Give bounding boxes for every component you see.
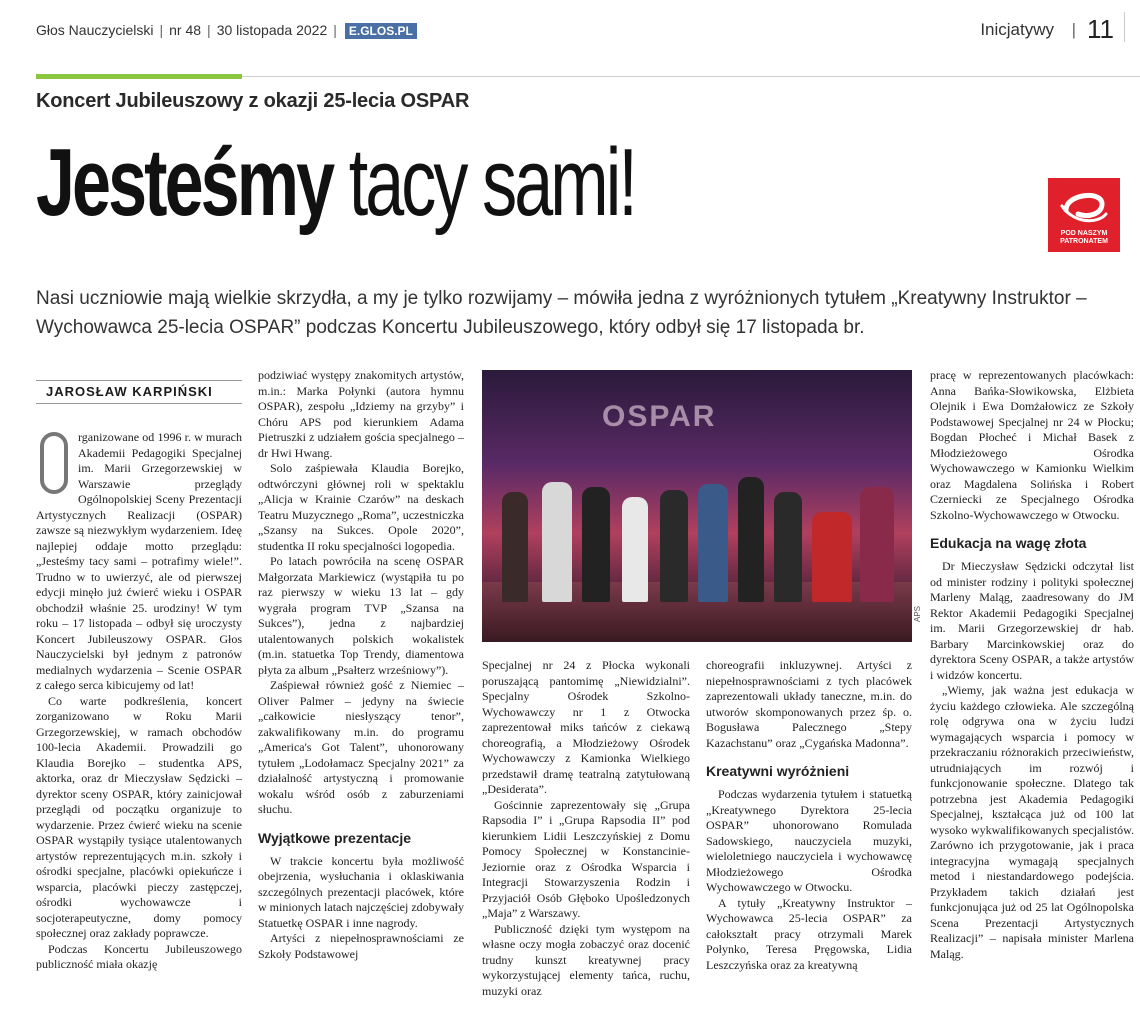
- patronage-line2: PATRONATEM: [1060, 238, 1108, 245]
- article-lead: Nasi uczniowie mają wielkie skrzydła, a my je tylko rozwijamy – mówiła jedna z wyróżnionych tytułem „Kreatywny Instruktor – Wychowawca 25-lecia OSPAR” podczas Koncertu Jubileuszowego, który odbył się 17 listopada br.: [36, 288, 1087, 338]
- patronage-text: [1048, 230, 1120, 246]
- performer-figure: [622, 497, 648, 602]
- performer-figure: [660, 490, 688, 602]
- performer-figure: [812, 512, 852, 602]
- subheading: Edukacja na wagę złota: [930, 535, 1087, 551]
- section-divider: |: [1071, 20, 1076, 39]
- issue-number: nr 48: [169, 22, 202, 38]
- header-meta: Głos Nauczycielski | nr 48 | 30 listopada 2022 | E.GLOS.PL: [36, 22, 417, 39]
- paragraph: W trakcie koncertu była możliwość obejrzenia, wysłuchania i oklaskiwania szczególnych prezentacji placówek, które w minionych latach najczęściej zdobywały Statuetkę OSPAR i inne nagrody.: [258, 853, 464, 930]
- patronage-logo-icon: [1060, 184, 1108, 228]
- title-bold: Jesteśmy: [36, 129, 333, 236]
- paragraph: Co warte podkreślenia, koncert zorganizowano w Roku Marii Grzegorzewskiej, w ramach obchodów 100-lecia Akademii. Prowadzili go Klaudia Borejko – studentka APS, aktorka, oraz dr Mieczysław Sędzicki – dyrektor sceny OSPAR, który zainicjował przeglądi od początku organizuje to wydarzenie. Przez ćwierć wieku na scenie OSPAR wystąpiły tysiące utalentowanych artystów reprezentujących m.in. szkoły i ośrodki specjalne, placówki opiekuńcze i wsparcia, placówki pieczy zastępczej, ośrodki wychowawcze i socjoterapeutyczne, domy pomocy społecznej oraz zakłady poprawcze.: [36, 693, 242, 940]
- paragraph: Zaśpiewał również gość z Niemiec – Oliver Palmer – jedyny na świecie „całkowicie niesłyszący tenor”, zakwalifikowany m.in. do programu „America's Got Talent”, uhonorowany tytułem „Lodołamacz Specjalny 2021” za działalność artystyczną i promowanie wokalu wśród osób z zaburzeniami słuchu.: [258, 678, 464, 816]
- performer-figure: [698, 484, 728, 602]
- paragraph: Podczas Koncertu Jubileuszowego publiczność miała okazję: [36, 941, 242, 971]
- paragraph: Po latach powróciła na scenę OSPAR Małgorzata Markiewicz (wystąpiła tu po raz pierwszy w wieku 13 lat – gdy wygrała program TVP „Szansa na Sukces”), jedna z najbardziej utalentowanych polskich wokalistek (m.in. statuetka Top Trendy, diamentowa płyta za album „Psałterz wrześniowy”).: [258, 554, 464, 677]
- article-title: [36, 128, 635, 238]
- page-number: 11: [1087, 14, 1114, 44]
- performer-figure: [582, 487, 610, 602]
- article-column-5: [930, 368, 1134, 962]
- page-header: [36, 14, 1136, 44]
- paragraph: podziwiać występy znakomitych artystów, m.in.: Marka Połynki (autora hymnu OSPAR), zespołu „Idziemy na grzyby” i Chóru APS pod kierunkiem Adama Pietruszki z udziałem gościa specjalnego – dr Hwi Hwang.: [258, 368, 464, 460]
- paragraph: Specjalnej nr 24 z Płocka wykonali poruszającą pantomimę „Niewidzialni”. Specjalny Ośrodek Szkolno-Wychowawczy nr 1 z Otwocka zaprezentował miks tańców z ciekawą choreografią, a Młodzieżowy Ośrodek Wychowawczy z Kamionka Wielkiego przedstawił dramę teatralną zatytułowaną „Desiderata”.: [482, 658, 690, 796]
- paragraph: Artyści z niepełnosprawnościami ze Szkoły Podstawowej: [258, 931, 464, 961]
- subheading: Kreatywni wyróżnieni: [706, 763, 850, 779]
- article-column-2: [258, 368, 464, 962]
- paragraph: Solo zaśpiewała Klaudia Borejko, odtwórczyni głównej roli w spektaklu „Alicja w Krainie Czarów” na deskach Teatru Muzycznego „Roma”, uczestniczka „Szansy na Sukces. Opole 2020”, studentka II roku specjalności logopedia.: [258, 461, 464, 553]
- performer-figure: [738, 477, 764, 602]
- paragraph: rganizowane od 1996 r. w murach Akademii Pedagogiki Specjalnej im. Marii Grzegorzewskiej w Warszawie przeglądy Ogólnopolskiej Sceny Prezentacji Artystycznych Realizacji (OSPAR) zawsze są niezwykłym wydarzeniem. Ideę najlepiej oddaje motto przeglądu: „Jesteśmy tacy sami – potrafimy wiele!”. Trudno w to uwierzyć, ale od pierwszej edycji minęło już ćwierć wieku i OSPAR obchodził właśnie 25. urodziny! W tym roku – 17 listopada – odbył się uroczysty Koncert Jubileuszowy OSPAR. Głos Nauczycielski był jednym z patronów medialnych wydarzenia – Scenie OSPAR z całego serca kibicujemy od lat!: [36, 430, 242, 692]
- publication-name: Głos Nauczycielski: [36, 22, 154, 38]
- header-divider: [1124, 12, 1125, 42]
- paragraph: choreografii inkluzywnej. Artyści z niepełnosprawnościami z tych placówek zaprezentowali układy taneczne, m.in. do utworów skomponowanych przez śp. o. Bogusława Palecznego „Stepy Kazachstanu” oraz „Cygańska Madonna”.: [706, 658, 912, 750]
- stage-sign: OSPAR: [602, 400, 717, 433]
- article-column-4: [706, 658, 912, 973]
- patronage-line1: POD NASZYM: [1060, 230, 1108, 237]
- paragraph: pracę w reprezentowanych placówkach: Anna Bańka-Słowikowska, Elżbieta Olejnik i Ewa Domżałowicz ze Szkoły Podstawowej Specjalnej nr 24 w Płocku; Bogdan Płocheć i Michał Basek z Młodzieżowego Ośrodka Wychowawczego w Kamionku Wielkim oraz Magdalena Solińska i Robert Czerniecki ze Specjalnego Ośrodka Szkolno-Wychowawczego w Otwocku.: [930, 368, 1134, 522]
- paragraph: A tytuły „Kreatywny Instruktor – Wychowawca 25-lecia OSPAR” za całokształt pracy otrzymali Marek Połynko, Teresa Pręgowska, Lidia Leszczyńska oraz za kreatywną: [706, 895, 912, 972]
- paragraph: Podczas wydarzenia tytułem i statuetką „Kreatywnego Dyrektora 25-lecia OSPAR” uhonorowano Romulada Sadowskiego, nauczyciela muzyki, wieloletniego nauczyciela i wychowawcę Młodzieżowego Ośrodka Wychowawczego w Otwocku.: [706, 787, 912, 894]
- accent-bar: [36, 74, 242, 79]
- article-column-1: [36, 430, 242, 973]
- paragraph: „Wiemy, jak ważna jest edukacja w życiu każdego człowieka. Ale szczególną rolę odgrywa ona w życiu ludzi wymagających wsparcia i pomocy w przekraczaniu różnorakich przeciwieństw, utrudniających im rozwój i funkcjonowanie społeczne. Dlatego tak potrzebna jest Akademia Pedagogiki Specjalnej, kształcąca już od 100 lat wysoko wykwalifikowanych specjalistów. Zarówno ich przygotowanie, jak i praca integracyjna wymagają specjalnych metod i niestandardowego podejścia. Przykładem takich działań jest funkcjonująca już od 25 lat Ogólnopolska Scena Prezentacji Artystycznych Realizacji” – napisała minister Marlena Maląg.: [930, 683, 1134, 961]
- paragraph: Publiczność dzięki tym występom na własne oczy mogła zobaczyć oraz docenić trudny kunszt kreatywnej pracy wykorzystującej elementy tańca, ruchu, muzyki oraz: [482, 921, 690, 998]
- title-light: tacy sami!: [348, 129, 635, 236]
- performer-figure: [774, 492, 802, 602]
- patronage-logo: [1048, 178, 1120, 252]
- paragraph: Dr Mieczysław Sędzicki odczytał list od minister rodziny i polityki społecznej Marleny Maląg, zaadresowany do JM Rektor Akademii Pedagogiki Specjalnej im. Marii Grzegorzewskiej dr hab. Barbary Marcinkowskiej oraz do dyrektora Sceny OSPAR, a także artystów i widzów koncertu.: [930, 559, 1134, 682]
- concert-photo: [482, 370, 912, 642]
- performer-figure: [502, 492, 528, 602]
- photo-credit: APS: [913, 605, 922, 622]
- article-column-3: [482, 658, 690, 999]
- subheading: Wyjątkowe prezentacje: [258, 829, 412, 846]
- issue-date: 30 listopada 2022: [216, 22, 328, 38]
- article-kicker: Koncert Jubileuszowy z okazji 25-lecia OSPAR: [36, 90, 470, 112]
- performer-figure: [860, 487, 894, 602]
- paragraph: Gościnnie zaprezentowały się „Grupa Rapsodia I” i „Grupa Rapsodia II” pod kierunkiem Lidii Leszczyńskiej z Domu Pomocy Społecznej w Konstancinie-Jeziornie oraz z Ośrodka Wsparcia i Integracji Stowarzyszenia Rodzin i Przyjaciół Osób Głęboko Upośledzonych „Maja” z Warszawy.: [482, 797, 690, 920]
- site-badge[interactable]: E.GLOS.PL: [345, 23, 417, 39]
- author-byline: JAROSŁAW KARPIŃSKI: [36, 380, 242, 404]
- section-name: Inicjatywy: [980, 20, 1054, 39]
- performer-figure: [542, 482, 572, 602]
- rule-line: [242, 76, 1140, 77]
- dropcap-o: [36, 432, 72, 496]
